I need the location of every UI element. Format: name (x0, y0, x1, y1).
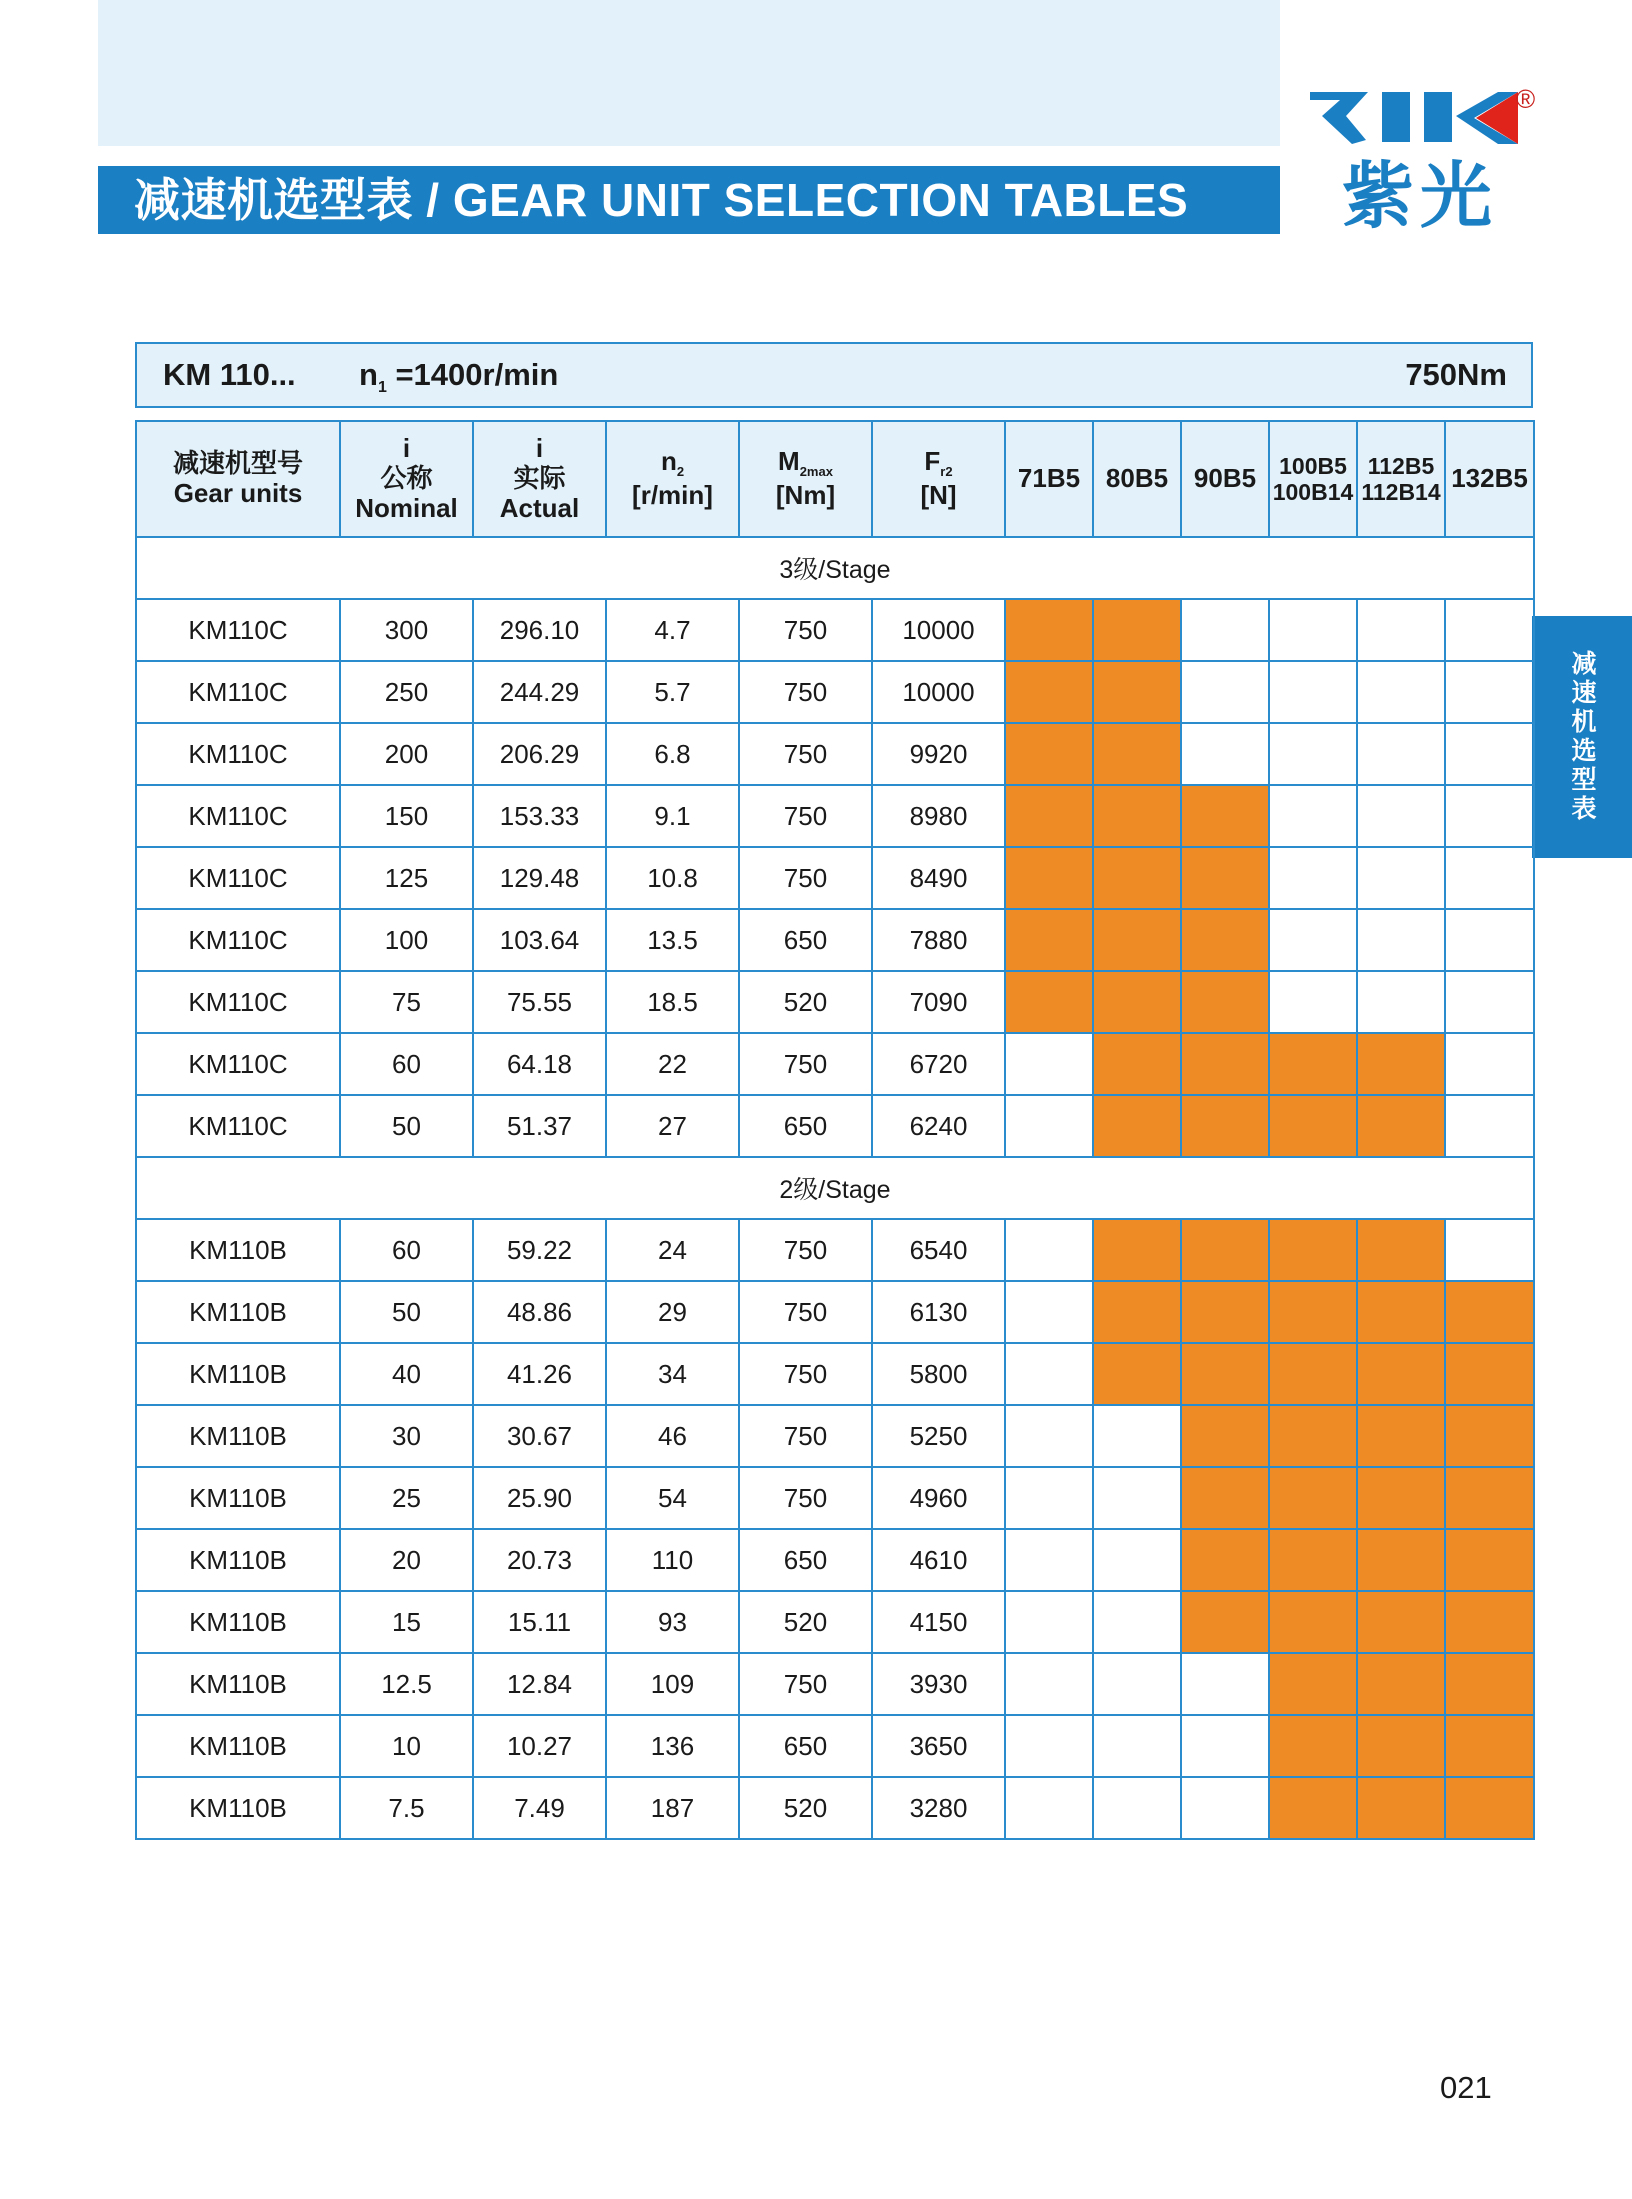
col-132b5: 132B5 (1445, 421, 1534, 537)
motor-fit-cell-available (1445, 1715, 1534, 1777)
cell-fr2: 4960 (872, 1467, 1005, 1529)
cell-fr2: 4610 (872, 1529, 1005, 1591)
motor-fit-cell-available (1269, 1467, 1357, 1529)
cell-m2: 520 (739, 971, 872, 1033)
cell-m2: 520 (739, 1777, 872, 1839)
cell-n2: 24 (606, 1219, 739, 1281)
cell-fr2: 5800 (872, 1343, 1005, 1405)
cell-nominal: 200 (340, 723, 473, 785)
motor-fit-cell-empty (1181, 1653, 1269, 1715)
stage3-label-row (136, 537, 1534, 599)
table-body (136, 537, 1534, 1839)
motor-fit-cell-available (1357, 1033, 1445, 1095)
motor-fit-cell-available (1093, 785, 1181, 847)
cell-n2: 34 (606, 1343, 739, 1405)
table-row (136, 1095, 1534, 1157)
table-header-bar (135, 342, 1533, 408)
motor-fit-cell-available (1181, 1591, 1269, 1653)
cell-model: KM110B (136, 1219, 340, 1281)
motor-fit-cell-empty (1357, 599, 1445, 661)
motor-fit-cell-empty (1445, 847, 1534, 909)
cell-model: KM110C (136, 785, 340, 847)
motor-fit-cell-empty (1445, 909, 1534, 971)
col-100b5-100b14: 100B5 100B14 (1269, 421, 1357, 537)
col-max-torque: $M_{2max}$ [Nm] (739, 421, 872, 537)
motor-fit-cell-available (1181, 1529, 1269, 1591)
motor-fit-cell-empty (1269, 971, 1357, 1033)
cell-n2: 13.5 (606, 909, 739, 971)
cell-nominal: 10 (340, 1715, 473, 1777)
cell-actual: 244.29 (473, 661, 606, 723)
motor-fit-cell-available (1357, 1591, 1445, 1653)
cell-nominal: 40 (340, 1343, 473, 1405)
cell-actual: 30.67 (473, 1405, 606, 1467)
cell-fr2: 5250 (872, 1405, 1005, 1467)
motor-fit-cell-available (1093, 909, 1181, 971)
motor-fit-cell-empty (1005, 1219, 1093, 1281)
cell-n2: 6.8 (606, 723, 739, 785)
motor-fit-cell-empty (1005, 1653, 1093, 1715)
motor-fit-cell-available (1269, 1281, 1357, 1343)
cell-m2: 750 (739, 1033, 872, 1095)
motor-fit-cell-empty (1181, 1715, 1269, 1777)
cell-fr2: 3280 (872, 1777, 1005, 1839)
cell-actual: 20.73 (473, 1529, 606, 1591)
cell-model: KM110C (136, 847, 340, 909)
cell-model: KM110B (136, 1653, 340, 1715)
model-series: KM 110... (163, 357, 296, 392)
col-80b5: 80B5 (1093, 421, 1181, 537)
cell-actual: 153.33 (473, 785, 606, 847)
table-row (136, 1281, 1534, 1343)
motor-fit-cell-empty (1005, 1529, 1093, 1591)
cell-fr2: 6540 (872, 1219, 1005, 1281)
cell-fr2: 7090 (872, 971, 1005, 1033)
cell-n2: 46 (606, 1405, 739, 1467)
table-row (136, 1529, 1534, 1591)
cell-nominal: 25 (340, 1467, 473, 1529)
motor-fit-cell-available (1093, 1343, 1181, 1405)
motor-fit-cell-available (1181, 1405, 1269, 1467)
motor-fit-cell-empty (1181, 1777, 1269, 1839)
motor-fit-cell-empty (1269, 599, 1357, 661)
motor-fit-cell-empty (1445, 971, 1534, 1033)
cell-actual: 75.55 (473, 971, 606, 1033)
cell-m2: 650 (739, 909, 872, 971)
motor-fit-cell-empty (1357, 909, 1445, 971)
col-112b5-112b14: 112B5 112B14 (1357, 421, 1445, 537)
motor-fit-cell-empty (1445, 723, 1534, 785)
cell-fr2: 8980 (872, 785, 1005, 847)
motor-fit-cell-available (1269, 1343, 1357, 1405)
cell-m2: 750 (739, 847, 872, 909)
cell-nominal: 30 (340, 1405, 473, 1467)
cell-m2: 750 (739, 1467, 872, 1529)
cell-fr2: 6240 (872, 1095, 1005, 1157)
motor-fit-cell-available (1181, 1467, 1269, 1529)
cell-fr2: 7880 (872, 909, 1005, 971)
motor-fit-cell-available (1005, 723, 1093, 785)
cell-n2: 4.7 (606, 599, 739, 661)
cell-n2: 93 (606, 1591, 739, 1653)
cell-n2: 187 (606, 1777, 739, 1839)
table-row (136, 1777, 1534, 1839)
cell-model: KM110B (136, 1529, 340, 1591)
selection-table (135, 420, 1535, 1840)
table-row (136, 1467, 1534, 1529)
motor-fit-cell-available (1357, 1343, 1445, 1405)
motor-fit-cell-empty (1005, 1281, 1093, 1343)
motor-fit-cell-empty (1005, 1343, 1093, 1405)
cell-nominal: 100 (340, 909, 473, 971)
cell-nominal: 7.5 (340, 1777, 473, 1839)
cell-actual: 64.18 (473, 1033, 606, 1095)
motor-fit-cell-empty (1093, 1715, 1181, 1777)
motor-fit-cell-empty (1005, 1095, 1093, 1157)
motor-fit-cell-available (1269, 1529, 1357, 1591)
motor-fit-cell-available (1093, 1219, 1181, 1281)
motor-fit-cell-available (1005, 847, 1093, 909)
motor-fit-cell-available (1357, 1095, 1445, 1157)
cell-fr2: 4150 (872, 1591, 1005, 1653)
table-row (136, 1653, 1534, 1715)
motor-fit-cell-empty (1005, 1715, 1093, 1777)
motor-fit-cell-empty (1005, 1033, 1093, 1095)
motor-fit-cell-empty (1181, 599, 1269, 661)
cell-nominal: 150 (340, 785, 473, 847)
cell-m2: 750 (739, 1653, 872, 1715)
motor-fit-cell-available (1445, 1529, 1534, 1591)
motor-fit-cell-available (1093, 1033, 1181, 1095)
cell-fr2: 6720 (872, 1033, 1005, 1095)
cell-nominal: 125 (340, 847, 473, 909)
page-number: 021 (1440, 2070, 1492, 2105)
cell-n2: 110 (606, 1529, 739, 1591)
motor-fit-cell-available (1181, 1033, 1269, 1095)
table-row (136, 785, 1534, 847)
cell-m2: 750 (739, 599, 872, 661)
cell-model: KM110B (136, 1591, 340, 1653)
cell-model: KM110B (136, 1343, 340, 1405)
motor-fit-cell-empty (1005, 1405, 1093, 1467)
motor-fit-cell-empty (1181, 661, 1269, 723)
cell-actual: 59.22 (473, 1219, 606, 1281)
motor-fit-cell-available (1005, 909, 1093, 971)
cell-model: KM110B (136, 1777, 340, 1839)
cell-actual: 103.64 (473, 909, 606, 971)
motor-fit-cell-empty (1093, 1653, 1181, 1715)
cell-actual: 10.27 (473, 1715, 606, 1777)
cell-fr2: 10000 (872, 661, 1005, 723)
col-actual-ratio: i 实际 Actual (473, 421, 606, 537)
motor-fit-cell-empty (1093, 1529, 1181, 1591)
table-row (136, 723, 1534, 785)
cell-n2: 29 (606, 1281, 739, 1343)
motor-fit-cell-available (1093, 1095, 1181, 1157)
stage-label: 3级/Stage (136, 537, 1534, 599)
motor-fit-cell-empty (1357, 723, 1445, 785)
cell-actual: 25.90 (473, 1467, 606, 1529)
motor-fit-cell-available (1093, 847, 1181, 909)
cell-n2: 109 (606, 1653, 739, 1715)
motor-fit-cell-available (1005, 599, 1093, 661)
motor-fit-cell-available (1181, 1281, 1269, 1343)
cell-n2: 136 (606, 1715, 739, 1777)
brand-logo (1310, 88, 1550, 150)
motor-fit-cell-available (1181, 971, 1269, 1033)
col-90b5: 90B5 (1181, 421, 1269, 537)
brand-name-cn: 紫光 (1342, 154, 1499, 238)
column-header-row (136, 421, 1534, 537)
motor-fit-cell-empty (1269, 661, 1357, 723)
motor-fit-cell-available (1093, 723, 1181, 785)
motor-fit-cell-available (1357, 1653, 1445, 1715)
cell-nominal: 20 (340, 1529, 473, 1591)
motor-fit-cell-empty (1357, 785, 1445, 847)
motor-fit-cell-empty (1181, 723, 1269, 785)
cell-n2: 22 (606, 1033, 739, 1095)
motor-fit-cell-available (1181, 847, 1269, 909)
col-output-speed: $n_2$ [r/min] (606, 421, 739, 537)
motor-fit-cell-empty (1445, 1095, 1534, 1157)
motor-fit-cell-available (1357, 1467, 1445, 1529)
cell-actual: 41.26 (473, 1343, 606, 1405)
cell-n2: 9.1 (606, 785, 739, 847)
motor-fit-cell-empty (1445, 785, 1534, 847)
motor-fit-cell-available (1181, 909, 1269, 971)
cell-model: KM110C (136, 909, 340, 971)
cell-nominal: 50 (340, 1281, 473, 1343)
cell-actual: 48.86 (473, 1281, 606, 1343)
cell-model: KM110C (136, 971, 340, 1033)
motor-fit-cell-available (1269, 1777, 1357, 1839)
cell-n2: 27 (606, 1095, 739, 1157)
cell-actual: 51.37 (473, 1095, 606, 1157)
table-row (136, 661, 1534, 723)
motor-fit-cell-empty (1269, 847, 1357, 909)
cell-m2: 750 (739, 723, 872, 785)
cell-n2: 10.8 (606, 847, 739, 909)
cell-nominal: 300 (340, 599, 473, 661)
motor-fit-cell-available (1005, 661, 1093, 723)
col-radial-force: $F_{r2}$ [N] (872, 421, 1005, 537)
motor-fit-cell-available (1181, 785, 1269, 847)
motor-fit-cell-empty (1357, 847, 1445, 909)
cell-m2: 750 (739, 1343, 872, 1405)
page-title: 减速机选型表 / GEAR UNIT SELECTION TABLES (98, 166, 1280, 234)
cell-fr2: 9920 (872, 723, 1005, 785)
motor-fit-cell-empty (1093, 1777, 1181, 1839)
motor-fit-cell-empty (1269, 909, 1357, 971)
col-71b5: 71B5 (1005, 421, 1093, 537)
registered-mark: ® (1516, 84, 1536, 114)
table-row (136, 1405, 1534, 1467)
motor-fit-cell-available (1445, 1405, 1534, 1467)
table-row (136, 1343, 1534, 1405)
motor-fit-cell-available (1357, 1281, 1445, 1343)
cell-fr2: 10000 (872, 599, 1005, 661)
motor-fit-cell-available (1357, 1715, 1445, 1777)
motor-fit-cell-available (1445, 1467, 1534, 1529)
motor-fit-cell-available (1005, 971, 1093, 1033)
motor-fit-cell-available (1269, 1095, 1357, 1157)
cell-m2: 650 (739, 1095, 872, 1157)
motor-fit-cell-available (1357, 1405, 1445, 1467)
cell-model: KM110B (136, 1405, 340, 1467)
motor-fit-cell-empty (1445, 1033, 1534, 1095)
motor-fit-cell-available (1181, 1095, 1269, 1157)
cell-m2: 650 (739, 1715, 872, 1777)
motor-fit-cell-available (1093, 1281, 1181, 1343)
motor-fit-cell-available (1005, 785, 1093, 847)
cell-nominal: 75 (340, 971, 473, 1033)
cell-actual: 129.48 (473, 847, 606, 909)
cell-model: KM110C (136, 661, 340, 723)
cell-m2: 750 (739, 661, 872, 723)
motor-fit-cell-available (1181, 1219, 1269, 1281)
cell-fr2: 6130 (872, 1281, 1005, 1343)
motor-fit-cell-available (1269, 1033, 1357, 1095)
cell-actual: 206.29 (473, 723, 606, 785)
stage2-label-row (136, 1157, 1534, 1219)
cell-model: KM110B (136, 1467, 340, 1529)
cell-nominal: 50 (340, 1095, 473, 1157)
motor-fit-cell-available (1269, 1653, 1357, 1715)
table-row (136, 1219, 1534, 1281)
cell-model: KM110C (136, 1095, 340, 1157)
cell-model: KM110B (136, 1281, 340, 1343)
motor-fit-cell-available (1445, 1777, 1534, 1839)
motor-fit-cell-available (1445, 1591, 1534, 1653)
motor-fit-cell-empty (1005, 1777, 1093, 1839)
motor-fit-cell-empty (1093, 1405, 1181, 1467)
motor-fit-cell-empty (1445, 661, 1534, 723)
motor-fit-cell-available (1445, 1343, 1534, 1405)
motor-fit-cell-available (1093, 599, 1181, 661)
motor-fit-cell-empty (1445, 599, 1534, 661)
motor-fit-cell-empty (1269, 723, 1357, 785)
stage-label: 2级/Stage (136, 1157, 1534, 1219)
cell-fr2: 3650 (872, 1715, 1005, 1777)
table-row (136, 1033, 1534, 1095)
motor-fit-cell-empty (1357, 971, 1445, 1033)
cell-nominal: 60 (340, 1033, 473, 1095)
cell-actual: 12.84 (473, 1653, 606, 1715)
cell-model: KM110B (136, 1715, 340, 1777)
cell-nominal: 60 (340, 1219, 473, 1281)
table-row (136, 1591, 1534, 1653)
side-section-tab[interactable]: 减速机选型表 (1532, 616, 1632, 858)
input-speed: $n_1 =1400r/\min$ (359, 357, 559, 397)
motor-fit-cell-empty (1269, 785, 1357, 847)
cell-actual: 296.10 (473, 599, 606, 661)
motor-fit-cell-empty (1005, 1467, 1093, 1529)
motor-fit-cell-empty (1093, 1591, 1181, 1653)
cell-model: KM110C (136, 723, 340, 785)
col-nominal-ratio: i 公称 Nominal (340, 421, 473, 537)
cell-m2: 750 (739, 1405, 872, 1467)
table-row (136, 1715, 1534, 1777)
cell-model: KM110C (136, 599, 340, 661)
top-banner-band (98, 0, 1280, 146)
motor-fit-cell-empty (1445, 1219, 1534, 1281)
cell-nominal: 250 (340, 661, 473, 723)
cell-m2: 750 (739, 1219, 872, 1281)
cell-fr2: 8490 (872, 847, 1005, 909)
motor-fit-cell-available (1093, 971, 1181, 1033)
motor-fit-cell-empty (1005, 1591, 1093, 1653)
cell-n2: 54 (606, 1467, 739, 1529)
cell-m2: 750 (739, 785, 872, 847)
table-row (136, 599, 1534, 661)
motor-fit-cell-empty (1357, 661, 1445, 723)
cell-m2: 650 (739, 1529, 872, 1591)
cell-actual: 7.49 (473, 1777, 606, 1839)
motor-fit-cell-available (1269, 1405, 1357, 1467)
table-row (136, 847, 1534, 909)
motor-fit-cell-available (1093, 661, 1181, 723)
motor-fit-cell-available (1357, 1777, 1445, 1839)
cell-nominal: 15 (340, 1591, 473, 1653)
tik-logo-icon (1310, 88, 1518, 150)
col-gear-units: 减速机型号 Gear units (136, 421, 340, 537)
max-torque: 750Nm (1405, 357, 1507, 392)
motor-fit-cell-available (1269, 1591, 1357, 1653)
cell-n2: 18.5 (606, 971, 739, 1033)
motor-fit-cell-available (1357, 1529, 1445, 1591)
motor-fit-cell-available (1445, 1653, 1534, 1715)
motor-fit-cell-available (1445, 1281, 1534, 1343)
motor-fit-cell-empty (1093, 1467, 1181, 1529)
motor-fit-cell-available (1269, 1219, 1357, 1281)
motor-fit-cell-available (1357, 1219, 1445, 1281)
cell-model: KM110C (136, 1033, 340, 1095)
cell-fr2: 3930 (872, 1653, 1005, 1715)
table-row (136, 909, 1534, 971)
cell-actual: 15.11 (473, 1591, 606, 1653)
cell-m2: 750 (739, 1281, 872, 1343)
cell-m2: 520 (739, 1591, 872, 1653)
motor-fit-cell-available (1181, 1343, 1269, 1405)
cell-n2: 5.7 (606, 661, 739, 723)
cell-nominal: 12.5 (340, 1653, 473, 1715)
table-row (136, 971, 1534, 1033)
motor-fit-cell-available (1269, 1715, 1357, 1777)
